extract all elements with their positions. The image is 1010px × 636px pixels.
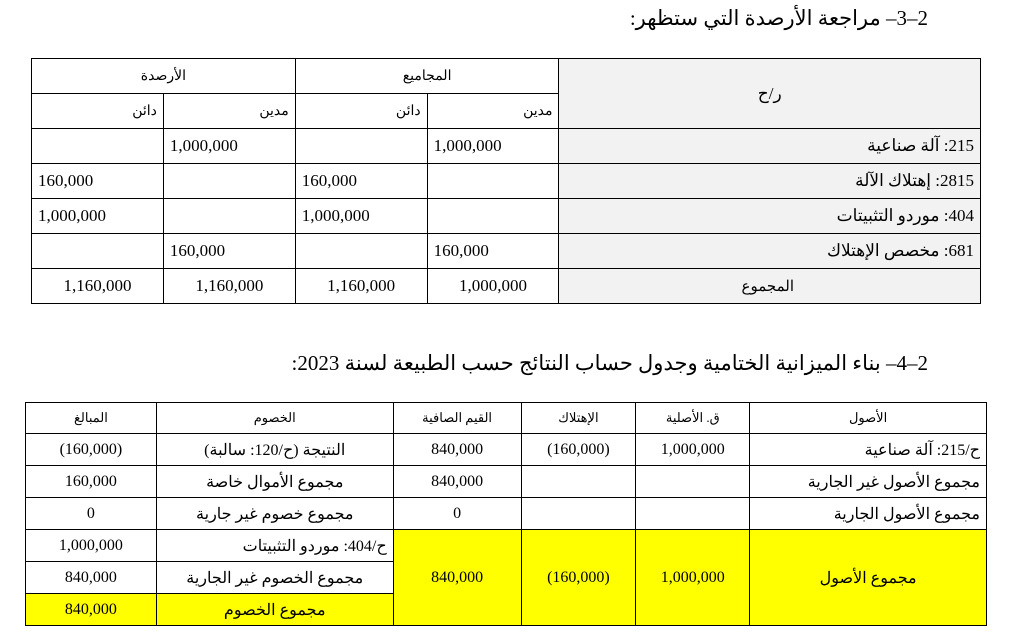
liability-cell: مجموع الأموال خاصة [156, 466, 393, 498]
account-cell: 2815: إهتلاك الآلة [559, 164, 981, 199]
amount-cell: 0 [26, 498, 157, 530]
depreciation-header: الإهتلاك [521, 403, 636, 434]
table-row [26, 498, 987, 530]
totals-debit-cell: 160,000 [427, 234, 559, 269]
amount-cell: 160,000 [26, 466, 157, 498]
totals-credit-total: 1,160,000 [295, 269, 427, 304]
balances-debit-cell [163, 199, 295, 234]
gross-value-cell [636, 466, 750, 498]
account-column-header: ر/ح [559, 59, 981, 129]
net-value-cell: 840,000 [393, 466, 521, 498]
account-cell: 215: آلة صناعية [559, 129, 981, 164]
net-value-header: القيم الصافية [393, 403, 521, 434]
table-row [26, 530, 987, 562]
table-row [26, 434, 987, 466]
table-row [32, 129, 981, 164]
balances-credit-total: 1,160,000 [32, 269, 164, 304]
section-heading-balances: 2–3– مراجعة الأرصدة التي ستظهر: [629, 6, 928, 30]
totals-credit-cell [295, 129, 427, 164]
balances-credit-cell [32, 234, 164, 269]
totals-credit-header: دائن [295, 94, 427, 129]
table-row [32, 164, 981, 199]
total-liabilities-amount: 840,000 [26, 594, 157, 626]
total-gross-value: 1,000,000 [636, 530, 750, 626]
table-row [32, 199, 981, 234]
table-row [26, 466, 987, 498]
total-row [32, 269, 981, 304]
liabilities-header: الخصوم [156, 403, 393, 434]
balances-debit-header: مدين [163, 94, 295, 129]
amount-cell: 1,000,000 [26, 530, 157, 562]
liability-cell: مجموع خصوم غير جارية [156, 498, 393, 530]
total-liabilities-label: مجموع الخصوم [156, 594, 393, 626]
balances-credit-header: دائن [32, 94, 164, 129]
balances-debit-cell: 1,000,000 [163, 129, 295, 164]
depreciation-cell [521, 498, 636, 530]
depreciation-cell: (160,000) [521, 434, 636, 466]
liability-cell: ح/404: موردو التثبيتات [156, 530, 393, 562]
amounts-header: المبالغ [26, 403, 157, 434]
total-label: المجموع [559, 269, 981, 304]
balance-sheet-table [25, 402, 987, 626]
total-depreciation: (160,000) [521, 530, 636, 626]
totals-column-header: المجاميع [295, 59, 559, 94]
balances-credit-cell [32, 129, 164, 164]
asset-cell: مجموع الأصول غير الجارية [750, 466, 987, 498]
account-cell: 681: مخصص الإهتلاك [559, 234, 981, 269]
totals-debit-cell [427, 199, 559, 234]
totals-credit-cell: 1,000,000 [295, 199, 427, 234]
gross-value-cell: 1,000,000 [636, 434, 750, 466]
balances-debit-total: 1,160,000 [163, 269, 295, 304]
liability-cell: مجموع الخصوم غير الجارية [156, 562, 393, 594]
balances-credit-cell: 160,000 [32, 164, 164, 199]
balances-debit-cell [163, 164, 295, 199]
totals-debit-cell [427, 164, 559, 199]
net-value-cell: 840,000 [393, 434, 521, 466]
gross-value-cell [636, 498, 750, 530]
balances-review-table [31, 58, 981, 304]
assets-header: الأصول [750, 403, 987, 434]
balances-debit-cell: 160,000 [163, 234, 295, 269]
asset-cell: ح/215: آلة صناعية [750, 434, 987, 466]
depreciation-cell [521, 466, 636, 498]
amount-cell: 840,000 [26, 562, 157, 594]
amount-cell: (160,000) [26, 434, 157, 466]
balances-credit-cell: 1,000,000 [32, 199, 164, 234]
net-value-cell: 0 [393, 498, 521, 530]
totals-credit-cell: 160,000 [295, 164, 427, 199]
table-row [32, 234, 981, 269]
gross-value-header: ق. الأصلية [636, 403, 750, 434]
liability-cell: النتيجة (ح/120: سالبة) [156, 434, 393, 466]
totals-debit-header: مدين [427, 94, 559, 129]
total-net-value: 840,000 [393, 530, 521, 626]
totals-credit-cell [295, 234, 427, 269]
asset-cell: مجموع الأصول الجارية [750, 498, 987, 530]
totals-debit-cell: 1,000,000 [427, 129, 559, 164]
balances-column-header: الأرصدة [32, 59, 296, 94]
section-heading-balance-sheet: 2–4– بناء الميزانية الختامية وجدول حساب النتائج حسب الطبيعة لسنة 2023: [291, 351, 928, 375]
totals-debit-total: 1,000,000 [427, 269, 559, 304]
account-cell: 404: موردو التثبيتات [559, 199, 981, 234]
total-assets-label: مجموع الأصول [750, 530, 987, 626]
